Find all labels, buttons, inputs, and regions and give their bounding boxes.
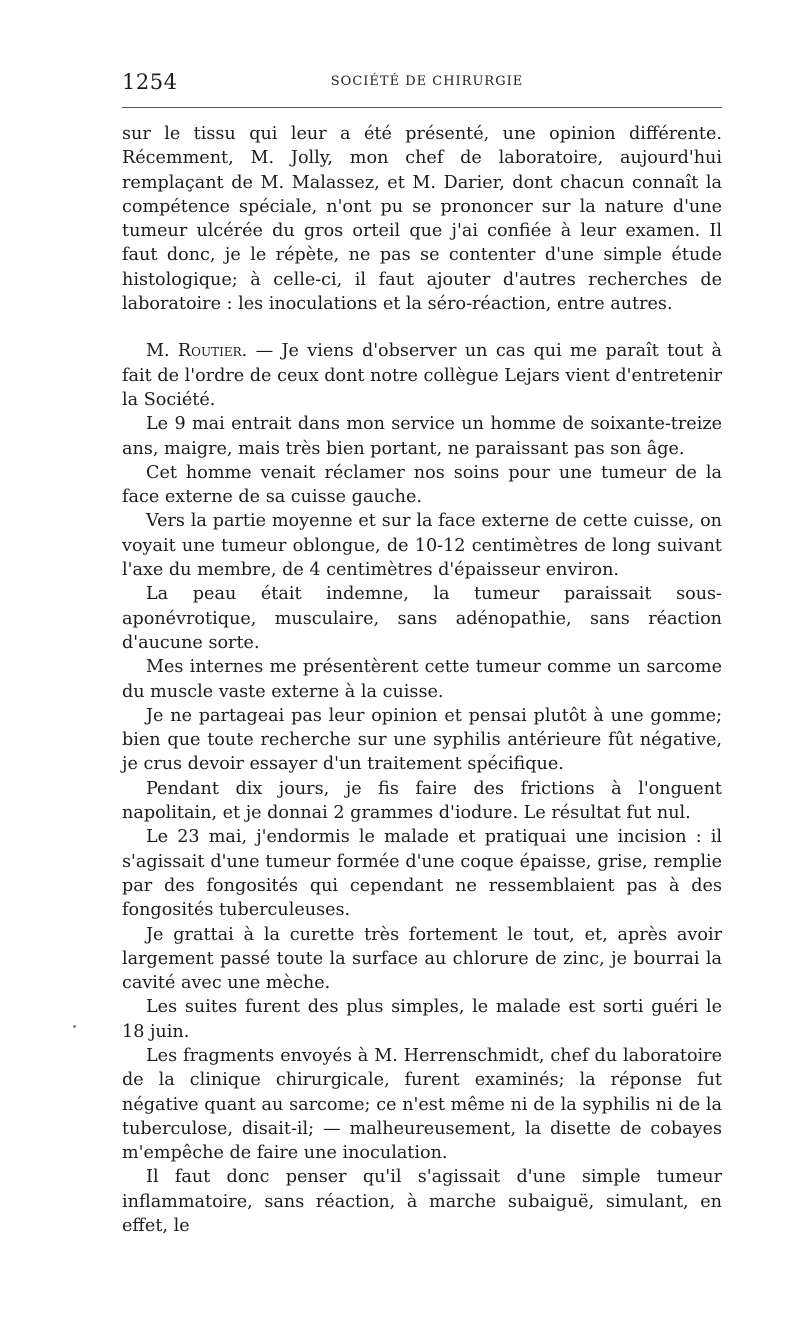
paragraph: Les fragments envoyés à M. Herrenschmidt, chef du laboratoire de la clinique chirurgicale, furent examinés; la réponse fut négative quant au sarcome; ce n'est même ni de la syphilis ni de la tuberculose, disait-il; — malheureusement, la disette de cobayes m'empêche de faire une inoculation. [122, 1045, 722, 1164]
header-rule [122, 107, 722, 108]
paragraph: Cet homme venait réclamer nos soins pour une tumeur de la face externe de sa cuisse gauche. [122, 462, 722, 508]
paragraph-continuation: sur le tissu qui leur a été présenté, une opinion différente. Récemment, M. Jolly, mon chef de laboratoire, aujourd'hui remplaçant de M. Malassez, et M. Darier, dont chacun connaît la compétence spéciale, n'ont pu se prononcer sur la nature d'une tumeur ulcérée du gros orteil que j'ai confiée à leur examen. Il faut donc, je le répète, ne pas se contenter d'une simple étude histologique; à celle-ci, il faut ajouter d'autres recherches de laboratoire : les inoculations et la séro-réaction, entre autres. [122, 124, 722, 315]
speaker-name: M. Routier. [146, 341, 248, 362]
paragraph: Le 23 mai, j'endormis le malade et pratiquai une incision : il s'agissait d'une tumeur formée d'une coque épaisse, grise, remplie par des fongosités qui cependant ne ressemblaient pas à des fongosités tuberculeuses. [122, 827, 722, 921]
paragraph: Pendant dix jours, je fis faire des frictions à l'onguent napolitain, et je donnai 2 grammes d'iodure. Le résultat fut nul. [122, 778, 722, 824]
paragraph-intervention [122, 339, 722, 412]
paragraph: Vers la partie moyenne et sur la face externe de cette cuisse, on voyait une tumeur oblongue, de 10-12 centimètres de long suivant l'axe du membre, de 4 centimètres d'épaisseur environ. [122, 511, 722, 581]
paragraph: Le 9 mai entrait dans mon service un homme de soixante-treize ans, maigre, mais très bien portant, ne paraissant pas son âge. [122, 414, 722, 459]
paragraph: Les suites furent des plus simples, le malade est sorti guéri le 18 juin. [122, 997, 722, 1042]
intervention-text: — Je viens d'observer un cas qui me paraît tout à fait de l'ordre de ceux dont notre collègue Lejars vient d'entretenir la Société. [122, 341, 723, 410]
paragraph-final: Il faut donc penser qu'il s'agissait d'une simple tumeur inflammatoire, sans réaction, à marche subaiguë, simulant, en effet, le [122, 1167, 722, 1237]
paragraph: La peau était indemne, la tumeur paraissait sous-aponévrotique, musculaire, sans adénopathie, sans réaction d'aucune sorte. [122, 584, 722, 653]
paragraph: Mes internes me présentèrent cette tumeur comme un sarcome du muscle vaste externe à la cuisse. [122, 657, 722, 702]
page-header [122, 62, 722, 96]
book-page [122, 62, 723, 1237]
body-text [122, 122, 722, 1238]
page-number: 1254 [122, 70, 178, 94]
running-title: SOCIÉTÉ DE CHIRURGIE [330, 74, 524, 89]
paragraph: Je grattai à la curette très fortement le tout, et, après avoir largement passé toute la surface au chlorure de zinc, je bourrai la cavité avec une mèche. [122, 924, 722, 994]
paper-speck [73, 1025, 76, 1028]
paragraph: Je ne partageai pas leur opinion et pensai plutôt à une gomme; bien que toute recherche sur une syphilis antérieure fût négative, je crus devoir essayer d'un traitement spécifique. [122, 705, 722, 775]
